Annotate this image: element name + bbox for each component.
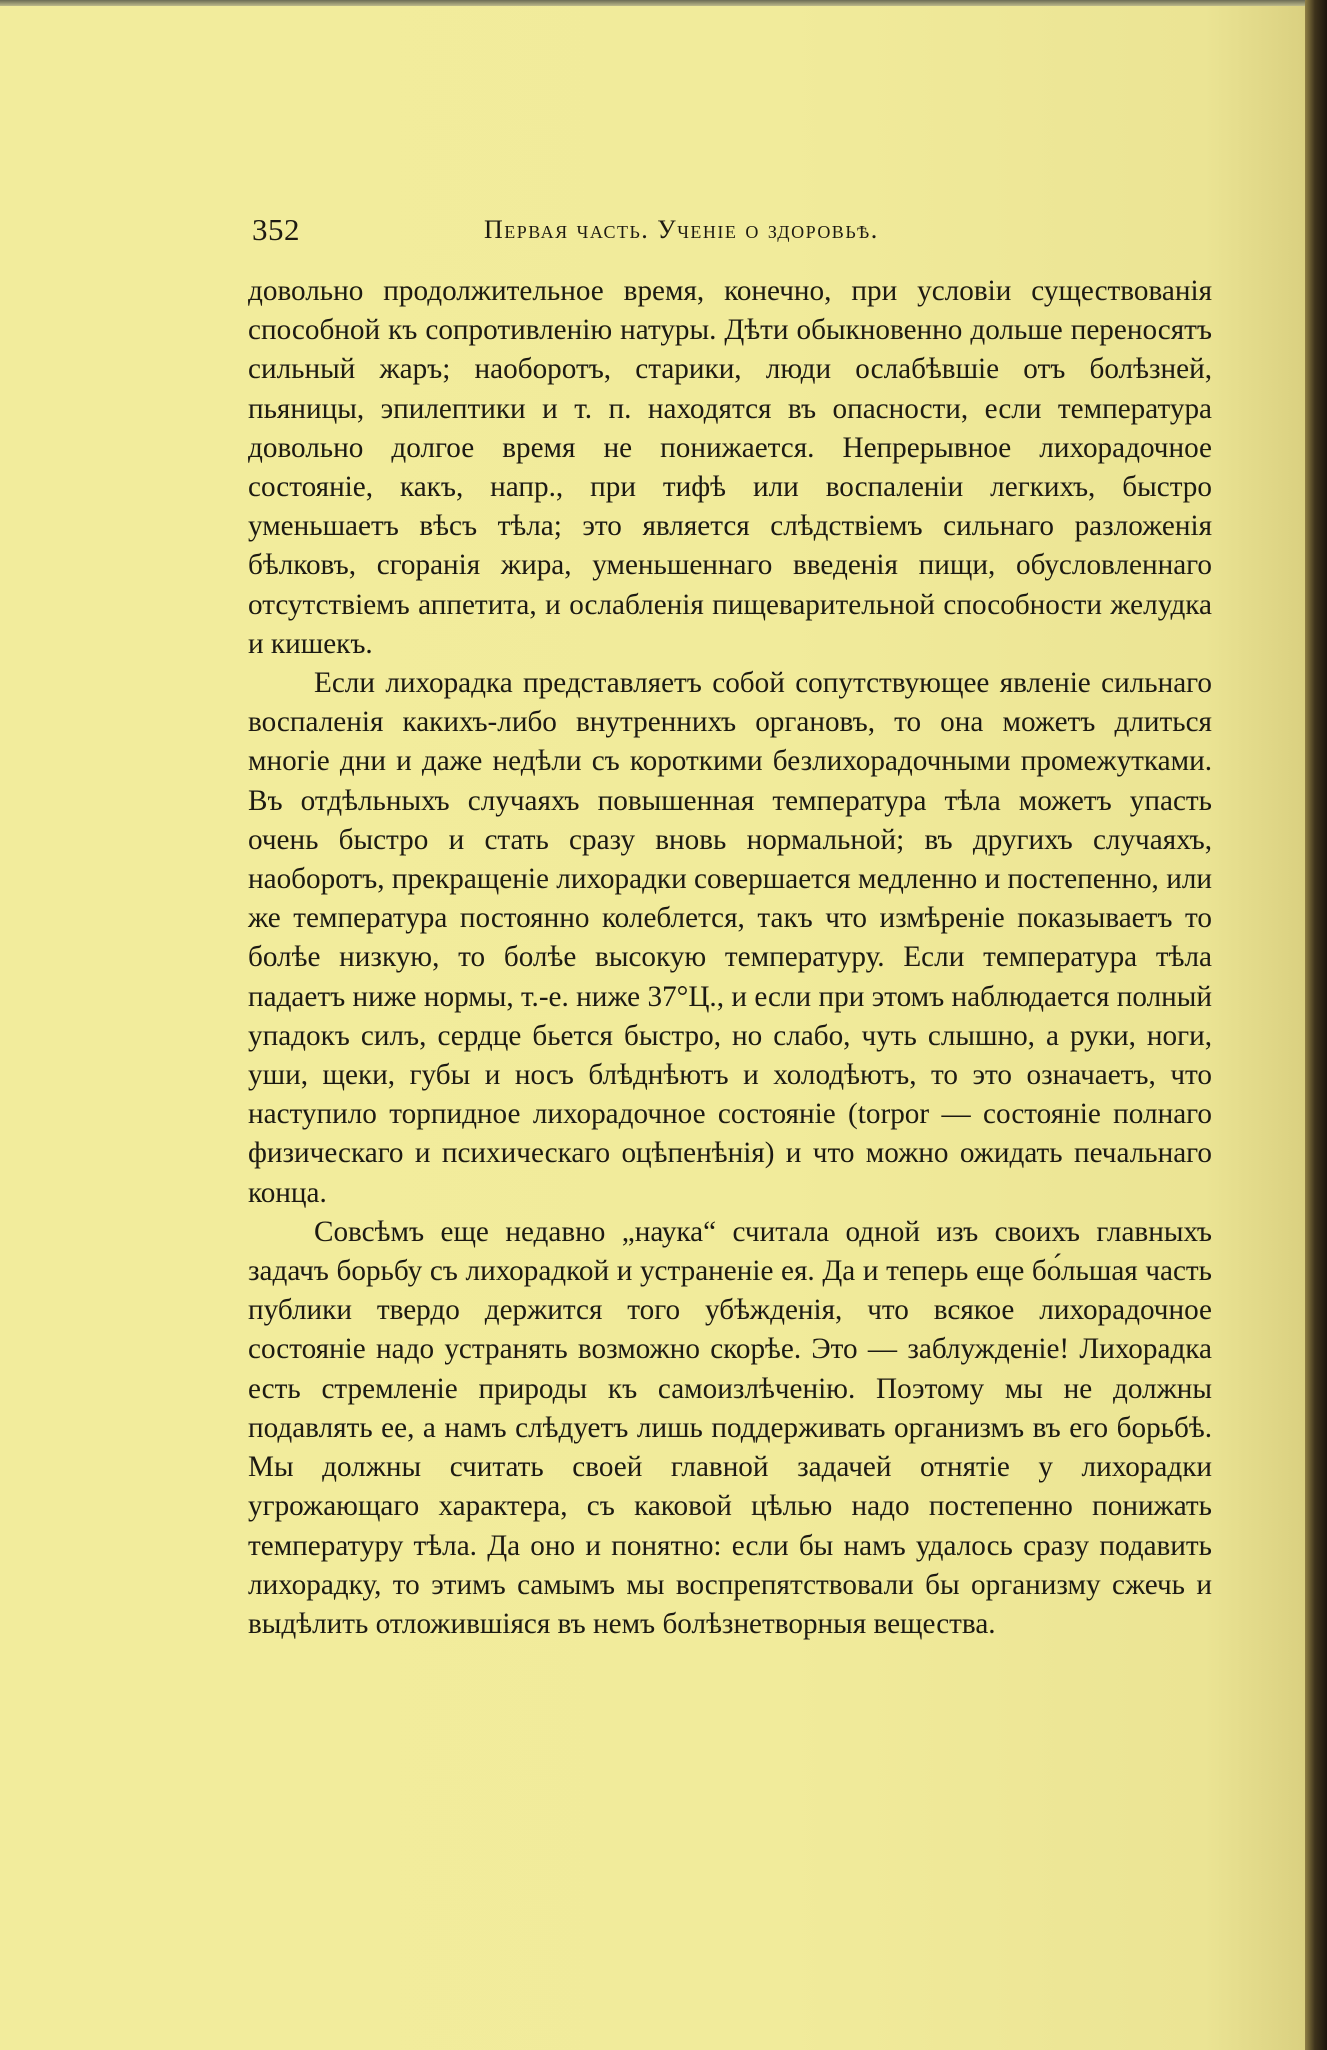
- paragraph-3: Совсѣмъ еще недавно „наука“ считала одной изъ своихъ главныхъ задачъ борьбу съ лихорадкой и устраненіе ея. Да и теперь еще бо́льшая часть публики твердо держится того убѣжденія, что всякое лихорадочное состояніе надо устранять возможно скорѣе. Это — заблужденіе! Лихорадка есть стремленіе природы къ самоизлѣченію. Поэтому мы не должны подавлять ее, а намъ слѣдуетъ лишь поддерживать организмъ въ его борьбѣ. Мы должны считать своей главной задачей отнятіе у лихорадки угрожающаго характера, съ каковой цѣлью надо постепенно понижать температуру тѣла. Да оно и понятно: если бы намъ удалось сразу подавить лихорадку, то этимъ самымъ мы воспрепятствовали бы организму сжечь и выдѣлить отложившіяся въ немъ болѣзнетворныя вещества.: [248, 1215, 1212, 1640]
- header-title: Первая часть. Ученіе о здоровьѣ.: [484, 215, 879, 244]
- page-number: 352: [252, 212, 300, 247]
- paragraph-1: довольно продолжительное время, конечно, при условіи существованія способной къ сопротивленію натуры. Дѣти обыкновенно дольше переносятъ сильный жаръ; наоборотъ, старики, люди ослабѣвшіе отъ болѣзней, пьяницы, эпилептики и т. п. находятся въ опасности, если температура довольно долгое время не понижается. Непрерывное лихорадочное состояніе, какъ, напр., при тифѣ или воспаленіи легкихъ, быстро уменьшаетъ вѣсъ тѣла; это является слѣдствіемъ сильнаго разложенія бѣлковъ, сгоранія жира, уменьшеннаго введенія пищи, обусловленнаго отсутствіемъ аппетита, и ослабленія пищеварительной способности желудка и кишекъ.: [248, 275, 1212, 660]
- body-text: [248, 272, 1212, 1644]
- book-binding-edge: [1305, 0, 1327, 2050]
- running-head: [252, 208, 1212, 252]
- top-edge-shadow: [0, 0, 1310, 6]
- paragraph-2: Если лихорадка представляетъ собой сопутствующее явленіе сильнаго воспаленія какихъ-либо внутреннихъ органовъ, то она можетъ длиться многіе дни и даже недѣли съ короткими безлихорадочными промежутками. Въ отдѣльныхъ случаяхъ повышенная температура тѣла можетъ упасть очень быстро и стать сразу вновь нормальной; въ другихъ случаяхъ, наоборотъ, прекращеніе лихорадки совершается медленно и постепенно, или же температура постоянно колеблется, такъ что измѣреніе показываетъ то болѣе низкую, то болѣе высокую температуру. Если температура тѣла падаетъ ниже нормы, т.-е. ниже 37°Ц., и если при этомъ наблюдается полный упадокъ силъ, сердце бьется быстро, но слабо, чуть слышно, а руки, ноги, уши, щеки, губы и носъ блѣднѣютъ и холодѣютъ, то это означаетъ, что наступило торпидное лихорадочное состояніе (torpor — состояніе полнаго физическаго и психическаго оцѣпенѣнія) и что можно ожидать печальнаго конца.: [248, 667, 1212, 1209]
